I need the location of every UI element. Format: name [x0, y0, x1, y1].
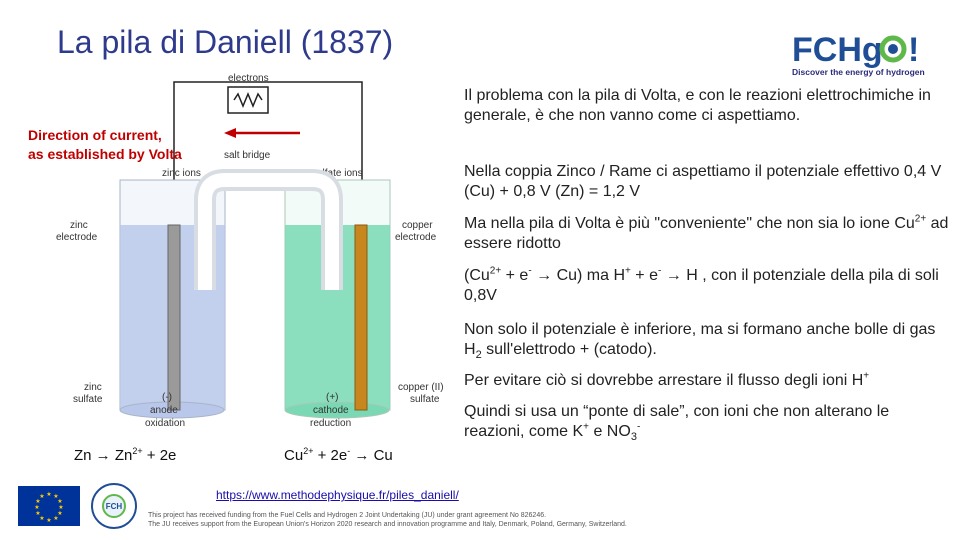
label-anode: anode: [150, 405, 178, 416]
svg-text:★: ★: [46, 491, 52, 498]
p5-a: Non solo il potenziale è inferiore, ma si formano anche bolle di gas H: [464, 321, 936, 358]
svg-text:★: ★: [53, 515, 59, 522]
eq-left-tail: + 2e: [142, 447, 177, 464]
funding-statement: [148, 511, 627, 529]
p4-sup3: +: [625, 265, 631, 277]
copper-reduction-equation: [284, 446, 393, 464]
current-arrow-head: [224, 128, 236, 138]
eq-right-sup2: -: [347, 446, 351, 456]
p3-sup: 2+: [914, 213, 927, 225]
svg-text:★: ★: [34, 504, 40, 511]
paragraph-6: [464, 371, 954, 391]
svg-text:★: ★: [58, 504, 64, 511]
daniell-cell-diagram: [0, 65, 460, 465]
label-zinc-sulfate-2: sulfate: [73, 394, 103, 405]
label-electrode-right: electrode: [395, 232, 437, 243]
eq-left-base: Zn → Zn: [74, 447, 133, 464]
funding-line-1: This project has received funding from the Fuel Cells and Hydrogen 2 Joint Undertaking (JU) under grant agreement No 826246.: [148, 512, 547, 519]
label-oxidation: oxidation: [145, 418, 186, 429]
paragraph-7: [464, 402, 954, 442]
fchgo-logo: [790, 27, 940, 79]
label-anode-sign: (-): [162, 392, 172, 403]
p4-sup1: 2+: [489, 265, 502, 277]
svg-text:FCH: FCH: [105, 502, 123, 511]
label-salt-bridge: salt bridge: [224, 150, 271, 161]
label-electrons: electrons: [228, 73, 269, 84]
p4-a: (Cu: [464, 267, 490, 284]
svg-text:★: ★: [46, 517, 52, 524]
p6-sup: +: [863, 370, 870, 382]
current-direction-caption: [28, 126, 182, 164]
label-reduction: reduction: [310, 418, 352, 429]
p6-a: Per evitare ciò si dovrebbe arrestare il flusso degli ioni H: [464, 372, 864, 389]
zinc-electrode: [168, 225, 180, 410]
p7-sup2: -: [636, 421, 641, 433]
eq-right-sup: 2+: [303, 446, 314, 456]
svg-text:★: ★: [39, 493, 45, 500]
p7-sub: 3: [630, 431, 637, 444]
funding-line-2: The JU receives support from the European Union's Horizon 2020 research and innovation programme and Italy, Denmark, Poland, Germany, Switzerland.: [148, 521, 627, 528]
eu-flag-icon: [18, 486, 80, 526]
label-sulfate-ions: sulfate ions: [312, 168, 363, 179]
label-electrode-left: electrode: [56, 232, 98, 243]
label-cathode: cathode: [313, 405, 349, 416]
eq-right-mid: + 2e: [313, 447, 348, 464]
p4-sup2: -: [528, 265, 532, 277]
svg-text:!: !: [908, 31, 920, 69]
source-link[interactable]: https://www.methodephysique.fr/piles_daniell/: [216, 488, 459, 502]
fch-ju-seal-icon: [90, 482, 138, 530]
svg-text:★: ★: [35, 498, 41, 505]
p7-b: e NO: [589, 423, 631, 440]
caption-line-2: as established by Volta: [28, 146, 182, 162]
label-zinc-sulfate-1: zinc: [84, 382, 102, 393]
zinc-oxidation-equation: [74, 446, 176, 464]
logo-tagline: Discover the energy of hydrogen: [792, 67, 925, 77]
p4-b: + e: [501, 267, 529, 284]
paragraph-3: [464, 214, 954, 254]
svg-text:FCHg: FCHg: [792, 31, 883, 69]
caption-line-1: Direction of current,: [28, 127, 162, 143]
paragraph-2: Nella coppia Zinco / Rame ci aspettiamo il potenziale effettivo 0,4 V (Cu) + 0,8 V (Zn) = 1,2 V: [464, 163, 942, 200]
label-zinc-ions: zinc ions: [162, 168, 201, 179]
paragraph-4: [464, 266, 954, 306]
svg-text:★: ★: [57, 498, 63, 505]
p5-b: sull'elettrodo + (catodo).: [481, 341, 657, 358]
p4-c: → Cu) ma H: [531, 267, 626, 284]
p7-sup: +: [583, 421, 590, 433]
svg-text:★: ★: [39, 515, 45, 522]
eu-stars-icon: [18, 486, 80, 526]
eq-right-base: Cu: [284, 447, 304, 464]
copper-electrode: [355, 225, 367, 410]
paragraph-1: Il problema con la pila di Volta, e con le reazioni elettrochimiche in generale, è che non vanno come ci aspettiamo.: [464, 87, 931, 124]
label-cathode-sign: (+): [326, 392, 339, 403]
p7-a: Quindi si usa un “ponte di sale”, con ioni che non alterano le reazioni, come K: [464, 403, 890, 440]
p5-sub: 2: [475, 349, 482, 362]
svg-text:★: ★: [35, 510, 41, 517]
label-copper: copper: [402, 220, 433, 231]
svg-text:★: ★: [53, 493, 59, 500]
eq-left-sup: 2+: [132, 446, 143, 456]
paragraph-5: [464, 320, 954, 360]
p4-sup4: -: [658, 265, 662, 277]
label-copper-sulfate-1: copper (II): [398, 382, 444, 393]
eq-right-tail: → Cu: [350, 447, 393, 464]
label-zinc: zinc: [70, 220, 88, 231]
svg-text:★: ★: [57, 510, 63, 517]
slide-title: La pila di Daniell (1837): [57, 24, 394, 60]
p4-e: → H , con il potenziale della pila di soli 0,8V: [464, 267, 939, 304]
label-copper-sulfate-2: sulfate: [410, 394, 440, 405]
p3-text-b: ad essere ridotto: [464, 215, 949, 252]
p4-d: + e: [630, 267, 658, 284]
p3-text-a: Ma nella pila di Volta è più "conveniente" che non sia lo ione Cu: [464, 215, 915, 232]
